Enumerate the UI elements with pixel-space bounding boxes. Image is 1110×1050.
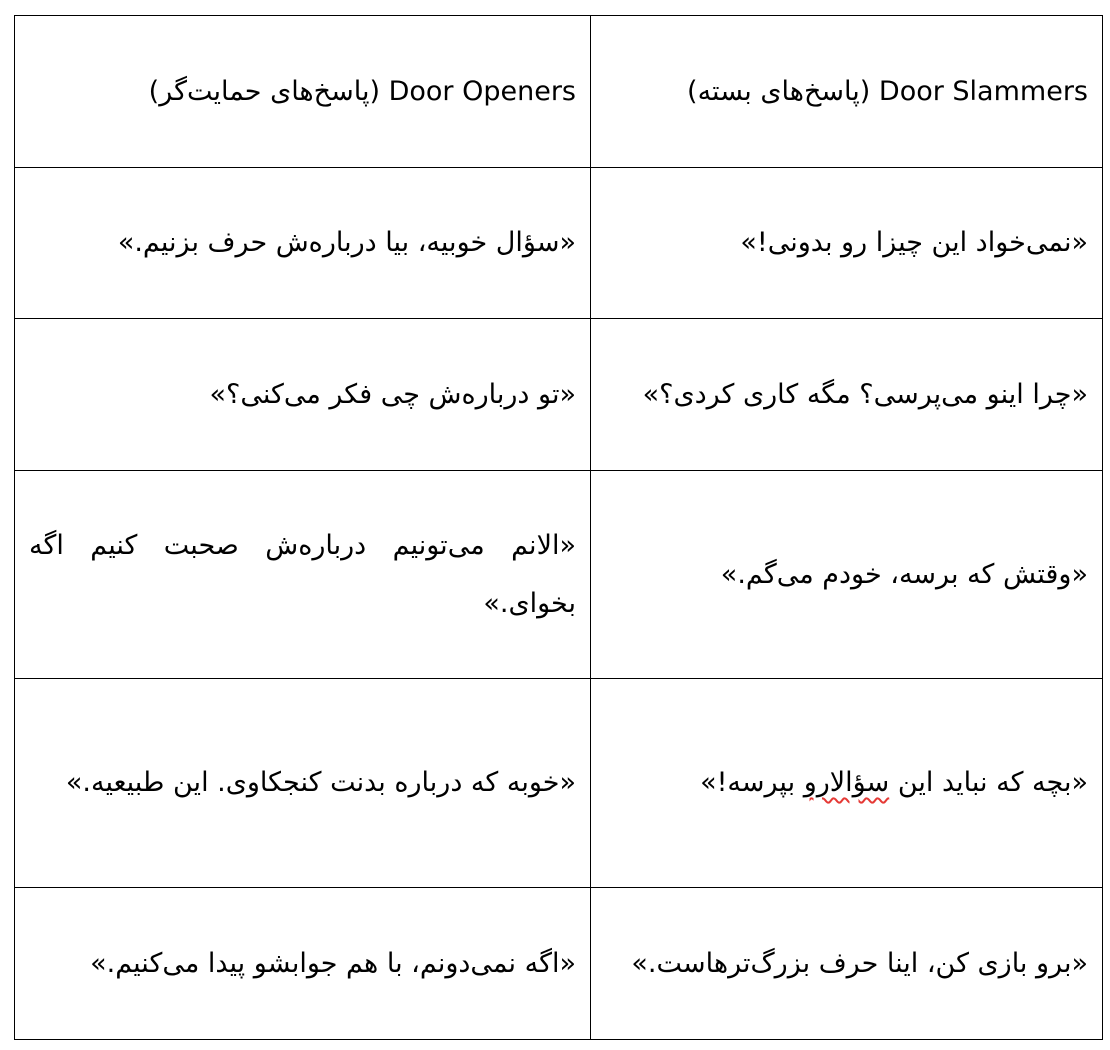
header-door-slammers [591, 16, 1103, 168]
spellcheck-flagged-word: سؤالارو [803, 767, 890, 798]
slammer-text: «نمی‌خواد این چیزا رو بدونی!» [740, 227, 1088, 258]
opener-cell [15, 168, 591, 319]
slammer-cell [591, 319, 1103, 471]
table-row [15, 888, 1103, 1040]
slammer-cell [591, 471, 1103, 679]
table-row [15, 168, 1103, 319]
opener-text: «اگه نمی‌دونم، با هم جوابشو پیدا می‌کنیم.» [90, 947, 576, 979]
slammer-text-before: «بچه که نباید این [889, 767, 1088, 798]
header-door-openers-text: Door Openers (پاسخ‌های حمایت‌گر) [148, 75, 576, 107]
slammer-cell [591, 888, 1103, 1040]
header-door-slammers-text: Door Slammers (پاسخ‌های بسته) [687, 75, 1088, 107]
slammer-text: «چرا اینو می‌پرسی؟ مگه کاری کردی؟» [642, 378, 1088, 410]
slammer-text: «برو بازی کن، اینا حرف بزرگ‌ترهاست.» [631, 947, 1088, 979]
comparison-table-wrapper [14, 15, 1102, 1040]
table-row [15, 319, 1103, 471]
slammer-cell [591, 679, 1103, 888]
opener-text: «خوبه که درباره بدنت کنجکاوی. این طبیعیه.» [65, 767, 576, 798]
slammer-text: «وقتش که برسه، خودم می‌گم.» [720, 558, 1088, 590]
table-row [15, 471, 1103, 679]
slammer-cell [591, 168, 1103, 319]
table-row [15, 679, 1103, 888]
opener-text: «الانم می‌تونیم درباره‌ش صحبت کنیم اگه بخوای.» [29, 529, 576, 619]
slammer-text-after: بپرسه!» [700, 767, 804, 798]
opener-cell [15, 888, 591, 1040]
header-door-openers [15, 16, 591, 168]
opener-cell [15, 319, 591, 471]
opener-text: «سؤال خوبیه، بیا درباره‌ش حرف بزنیم.» [117, 227, 576, 258]
comparison-table [14, 15, 1103, 1040]
opener-text: «تو درباره‌ش چی فکر می‌کنی؟» [209, 378, 576, 410]
opener-cell [15, 471, 591, 679]
slammer-text [605, 754, 1088, 812]
opener-cell [15, 679, 591, 888]
table-header-row [15, 16, 1103, 168]
